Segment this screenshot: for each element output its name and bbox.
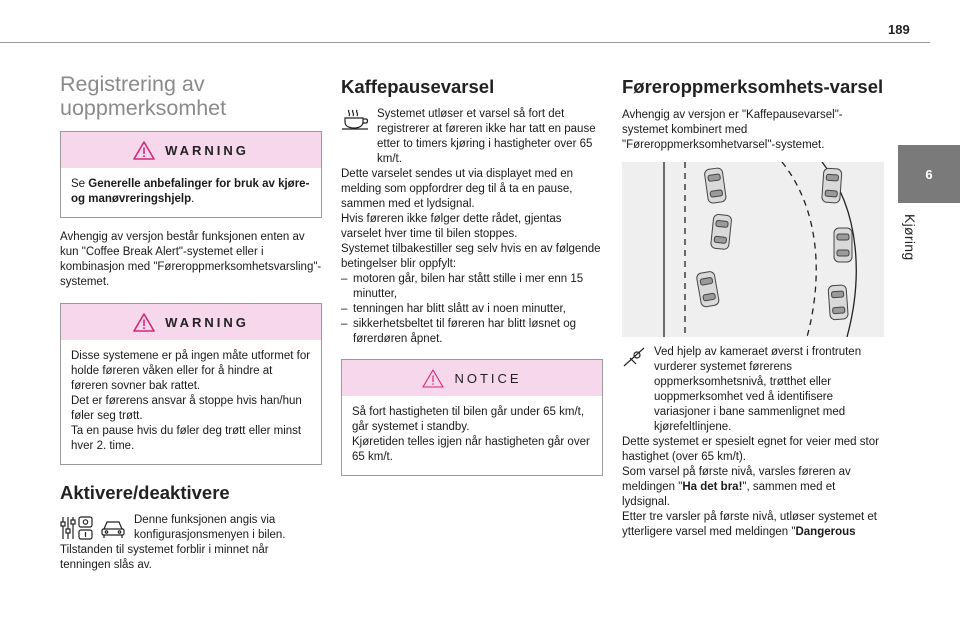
settings-menu-icon xyxy=(60,514,94,542)
warning-link-text[interactable]: Generelle anbefalinger for bruk av kjøre- og manøvreringshjelp xyxy=(71,178,310,205)
notice-box xyxy=(341,359,603,476)
notice-triangle-icon xyxy=(422,369,444,388)
column-3 xyxy=(622,72,884,540)
notice-header xyxy=(342,360,602,396)
warning-body xyxy=(61,168,321,217)
message-text-dangerous: Dangerous xyxy=(795,526,856,538)
message-text-ha-det-bra: Ha det bra! xyxy=(682,481,743,493)
warning-triangle-icon xyxy=(133,141,155,160)
activate-text: Denne funksjonen angis via konfigurasjonsmenyen i bilen. xyxy=(134,514,286,541)
chapter-tab[interactable]: 6 xyxy=(898,145,960,203)
warning-line: Ta en pause hvis du føler deg trøtt eller minst hver 2. time. xyxy=(71,425,302,452)
coffee-cup-icon xyxy=(341,108,371,130)
notice-body xyxy=(342,396,602,475)
lane-drift-illustration xyxy=(622,162,884,337)
camera-icon xyxy=(622,346,648,368)
top-divider xyxy=(0,42,930,43)
notice-title: NOTICE xyxy=(454,370,522,386)
driver-attention-line: Etter tre varsler på første nivå, utløser systemet et ytterligere varsel med meldingen "Dangerous xyxy=(622,511,877,538)
lane-drift-diagram xyxy=(622,162,884,337)
section-heading-activate: Aktivere/deaktivere xyxy=(60,482,230,503)
page-title: Registrering av uoppmerksomhet xyxy=(60,72,227,120)
coffee-line: Systemet tilbakestiller seg selv hvis en av følgende betingelser blir oppfylt: xyxy=(341,243,601,270)
driver-attention-intro: Avhengig av versjon er "Kaffepausevarsel"-systemet kombinert med "Føreroppmerksomhetvarsel"-systemet. xyxy=(622,109,843,151)
warning-text: Se xyxy=(71,178,89,190)
warning-box-1 xyxy=(60,131,322,218)
warning-triangle-icon xyxy=(133,313,155,332)
coffee-line: Hvis føreren ikke følger dette rådet, gjentas varselet hver time til bilen stoppes. xyxy=(341,213,562,240)
condition-item: – tenningen har blitt slått av i noen minutter, xyxy=(341,303,566,315)
section-heading-coffee-break: Kaffepausevarsel xyxy=(341,76,495,97)
chapter-label: Kjøring xyxy=(902,214,918,261)
warning-body xyxy=(61,340,321,464)
column-1 xyxy=(60,72,322,573)
coffee-line: Dette varselet sendes ut via displayet med en melding som oppfordrer deg til å ta en pause, sammen med et lydsignal. xyxy=(341,168,574,210)
warning-header xyxy=(61,304,321,340)
camera-text: Ved hjelp av kameraet øverst i frontruten vurderer systemet førerens oppmerksomhetsnivå, trøtthet eller uoppmerksomhet ved å identifisere variasjoner i bane sammenlignet med kjørefeltlinjene. xyxy=(654,346,862,433)
notice-line: Kjøretiden telles igjen når hastigheten går over 65 km/t. xyxy=(352,436,590,463)
warning-line: Disse systemene er på ingen måte utformet for holde føreren våken eller for å hindre at føreren sovner bak rattet. xyxy=(71,350,311,392)
coffee-lead-paragraph xyxy=(341,107,603,167)
driver-attention-line: Som varsel på første nivå, varsles føreren av meldingen "Ha det bra!", sammen med et lydsignal. xyxy=(622,466,851,508)
warning-text-end: . xyxy=(191,193,195,205)
driver-attention-line: Dette systemet er spesielt egnet for veier med stor hastighet (over 65 km/t). xyxy=(622,436,879,463)
column-2 xyxy=(341,72,603,488)
condition-item: – sikkerhetsbeltet til føreren har blitt løsnet og førerdøren åpnet. xyxy=(341,318,577,345)
camera-paragraph xyxy=(622,345,884,435)
coffee-lead-text: Systemet utløser et varsel så fort det registrerer at føreren ikke har tatt en pause etter to timers kjøring i hastigheter over 65 km/t. xyxy=(377,108,596,165)
notice-line: Så fort hastigheten til bilen går under 65 km/t, går systemet i standby. xyxy=(352,406,585,433)
warning-line: Det er førerens ansvar å stoppe hvis han/hun føler seg trøtt. xyxy=(71,395,302,422)
activate-memory-text: Tilstanden til systemet forblir i minnet når tenningen slås av. xyxy=(60,544,269,571)
warning-title: WARNING xyxy=(165,314,249,330)
car-icon xyxy=(100,517,126,541)
page-number: 189 xyxy=(888,22,910,37)
warning-title: WARNING xyxy=(165,142,249,158)
condition-item: – motoren går, bilen har stått stille i mer enn 15 minutter, xyxy=(341,273,584,300)
activate-paragraph xyxy=(60,513,322,543)
intro-paragraph: Avhengig av versjon består funksjonen enten av kun "Coffee Break Alert"-systemet eller i kombinasjon med "Føreroppmerksomhetsvarsling"-systemet. xyxy=(60,231,322,288)
warning-header xyxy=(61,132,321,168)
warning-box-2 xyxy=(60,303,322,465)
section-heading-driver-attention: Føreroppmerksomhets-varsel xyxy=(622,76,884,97)
